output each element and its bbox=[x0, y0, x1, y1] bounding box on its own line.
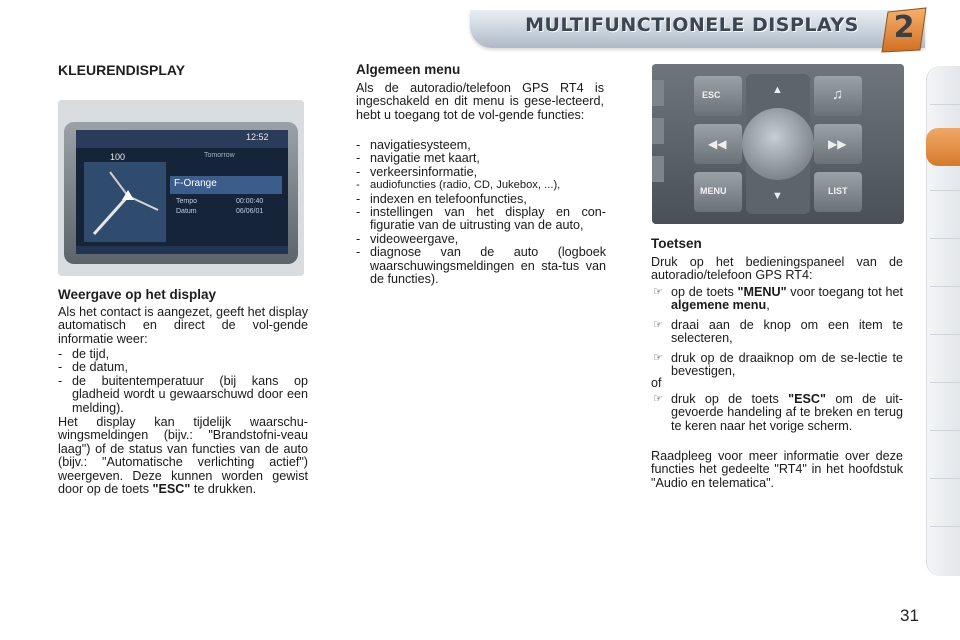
list-item: - instellingen van het display en con-figuratie van de uitrusting van de auto, bbox=[356, 205, 606, 233]
section-heading-kleurendisplay: KLEURENDISPLAY bbox=[58, 62, 186, 78]
list-item: - de buitentemperatuur (bij kans op gladheid wordt u gewaarschuwd door een melding). bbox=[58, 373, 308, 415]
list-item: - diagnose van de auto (logboek waarschuwingsmeldingen en sta-tus van de functies). bbox=[356, 245, 606, 287]
up-arrow-icon[interactable]: ▲ bbox=[772, 84, 783, 96]
tab-divider bbox=[930, 382, 960, 383]
display-field-1: Tempo bbox=[176, 198, 198, 205]
rewind-icon[interactable]: ◀◀ bbox=[708, 137, 727, 151]
tab-divider bbox=[930, 190, 960, 191]
display-info-list bbox=[58, 348, 308, 415]
closing-reference-text: Raadpleeg voor meer informatie over deze functies het gedeelte "RT4" in het hoofdstuk "Audio en telematica". bbox=[651, 449, 903, 490]
list-item: ☞ druk op de toets "ESC" om de uit-gevoerde handeling af te breken en terug te keren naar het vorige scherm. bbox=[653, 392, 903, 433]
pointing-hand-icon: ☞ bbox=[653, 286, 663, 298]
chapter-tab-active[interactable] bbox=[926, 128, 960, 166]
subheading-toetsen: Toetsen bbox=[651, 236, 702, 251]
list-item: - navigatiesysteem, bbox=[356, 138, 471, 152]
or-text: of bbox=[651, 376, 662, 390]
list-item: - videoweergave, bbox=[356, 231, 459, 246]
subheading-weergave: Weergave op het display bbox=[58, 287, 217, 302]
display-clock: 12:52 bbox=[246, 132, 269, 142]
display-temperature: 100 bbox=[110, 152, 126, 162]
list-item: ☞ op de toets "MENU" voor toegang tot het algemene menu, bbox=[653, 285, 903, 313]
pointing-hand-icon: ☞ bbox=[653, 393, 663, 405]
tab-divider bbox=[930, 430, 960, 431]
tab-divider bbox=[930, 104, 960, 105]
esc-key-label: "ESC" bbox=[152, 482, 191, 497]
chapter-number: 2 bbox=[893, 10, 915, 45]
keys-intro-text: Druk op het bedieningspaneel van de autoradio/telefoon GPS RT4: bbox=[651, 255, 903, 283]
tab-divider bbox=[930, 526, 960, 527]
pointing-hand-icon: ☞ bbox=[653, 318, 663, 331]
tab-divider bbox=[930, 238, 960, 239]
tab-divider bbox=[930, 334, 960, 335]
list-item: - verkeersinformatie, bbox=[356, 164, 478, 179]
display-intro-text: Als het contact is aangezet, geeft het display automatisch en direct de vol-gende informatie weer: bbox=[58, 305, 308, 346]
esc-key-label: "ESC" bbox=[788, 392, 826, 406]
display-field-2: Datum bbox=[176, 208, 197, 215]
color-display-photo bbox=[58, 100, 304, 276]
list-item: - navigatie met kaart, bbox=[356, 151, 480, 166]
display-station: F-Orange bbox=[174, 178, 217, 189]
keys-escape-list bbox=[651, 393, 903, 439]
tab-divider bbox=[930, 478, 960, 479]
pointing-hand-icon: ☞ bbox=[653, 351, 663, 364]
list-item: - de datum, bbox=[58, 360, 129, 375]
page-number: 31 bbox=[900, 606, 919, 625]
fast-forward-icon[interactable]: ▶▶ bbox=[828, 137, 847, 151]
tab-divider bbox=[930, 286, 960, 287]
display-warning-text: Het display kan tijdelijk waarschu-wingsmeldingen (bijv.: "Brandstofni-veau laag") of de status van functies van de auto (bijv.: "Automatische verlichting actief") weergeven. Deze kunnen worden gewist door op de toets "ESC" te drukken. bbox=[58, 415, 308, 497]
menu-button[interactable]: MENU bbox=[700, 186, 727, 196]
menu-intro-text: Als de autoradio/telefoon GPS RT4 is ingeschakeld en dit menu is gese-lecteerd, hebt u toegang tot de vol-gende functies: bbox=[356, 81, 604, 122]
display-value-2: 06/06/01 bbox=[236, 208, 264, 215]
menu-functions-list bbox=[356, 139, 606, 286]
algemene-menu-label: algemene menu bbox=[671, 298, 767, 313]
page-title: MULTIFUNCTIONELE DISPLAYS bbox=[525, 14, 859, 36]
list-button[interactable]: LIST bbox=[828, 186, 848, 196]
music-note-icon[interactable]: ♫ bbox=[832, 86, 844, 103]
list-item: ☞ druk op de draaiknop om de se-lectie te bevestigen, bbox=[653, 350, 903, 379]
esc-button[interactable]: ESC bbox=[702, 90, 721, 100]
list-item: - audiofuncties (radio, CD, Jukebox, ...), bbox=[356, 179, 561, 192]
keys-steps-list bbox=[651, 286, 903, 384]
list-item: - indexen en telefoonfuncties, bbox=[356, 191, 527, 206]
display-value-1: 00:00:40 bbox=[236, 198, 264, 205]
display-label-top: Tomorrow bbox=[204, 152, 235, 159]
list-item: - de tijd, bbox=[58, 347, 110, 361]
subheading-algemeen-menu: Algemeen menu bbox=[356, 62, 461, 77]
control-panel-photo bbox=[652, 64, 904, 224]
list-item: ☞ draai aan de knop om een item te selecteren, bbox=[653, 317, 903, 346]
down-arrow-icon[interactable]: ▼ bbox=[772, 190, 783, 202]
menu-key-label: "MENU" bbox=[737, 285, 787, 299]
